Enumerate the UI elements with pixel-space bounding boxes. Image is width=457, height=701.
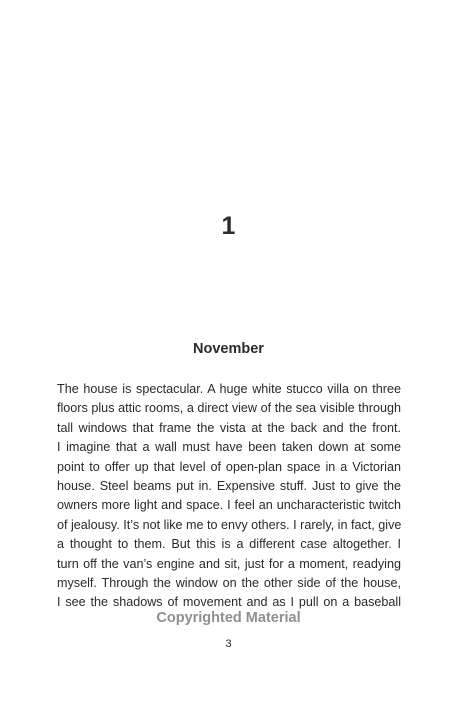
text-line: tall windows that frame the vista at the back and the front. [57,420,401,435]
chapter-number: 1 [221,212,236,240]
text-line: I imagine that a wall must have been taken down at some [57,440,401,455]
text-line: floors plus attic rooms, a direct view of the sea visible through [57,401,401,416]
text-line: of jealousy. It’s not like me to envy others. I rarely, in fact, give [57,517,401,532]
text-line: turn off the van’s engine and sit, just for a moment, readying [57,556,401,571]
copyright-watermark: Copyrighted Material [156,610,301,626]
text-line: The house is spectacular. A huge white stucco villa on three [57,382,401,396]
text-line: a thought to them. But this is a different case altogether. I [57,537,401,552]
text-line: owners more light and space. I feel an uncharacteristic twitch [57,498,401,513]
text-line: myself. Through the window on the other side of the house, [57,575,401,590]
text-line: I see the shadows of movement and as I pull on a baseball [57,595,401,610]
text-line: point to offer up that level of open-plan space in a Victorian [57,459,401,474]
page-number: 3 [225,638,232,650]
body-paragraph [57,380,401,613]
chapter-title: November [193,341,264,357]
text-line: house. Steel beams put in. Expensive stuff. Just to give the [57,478,401,493]
